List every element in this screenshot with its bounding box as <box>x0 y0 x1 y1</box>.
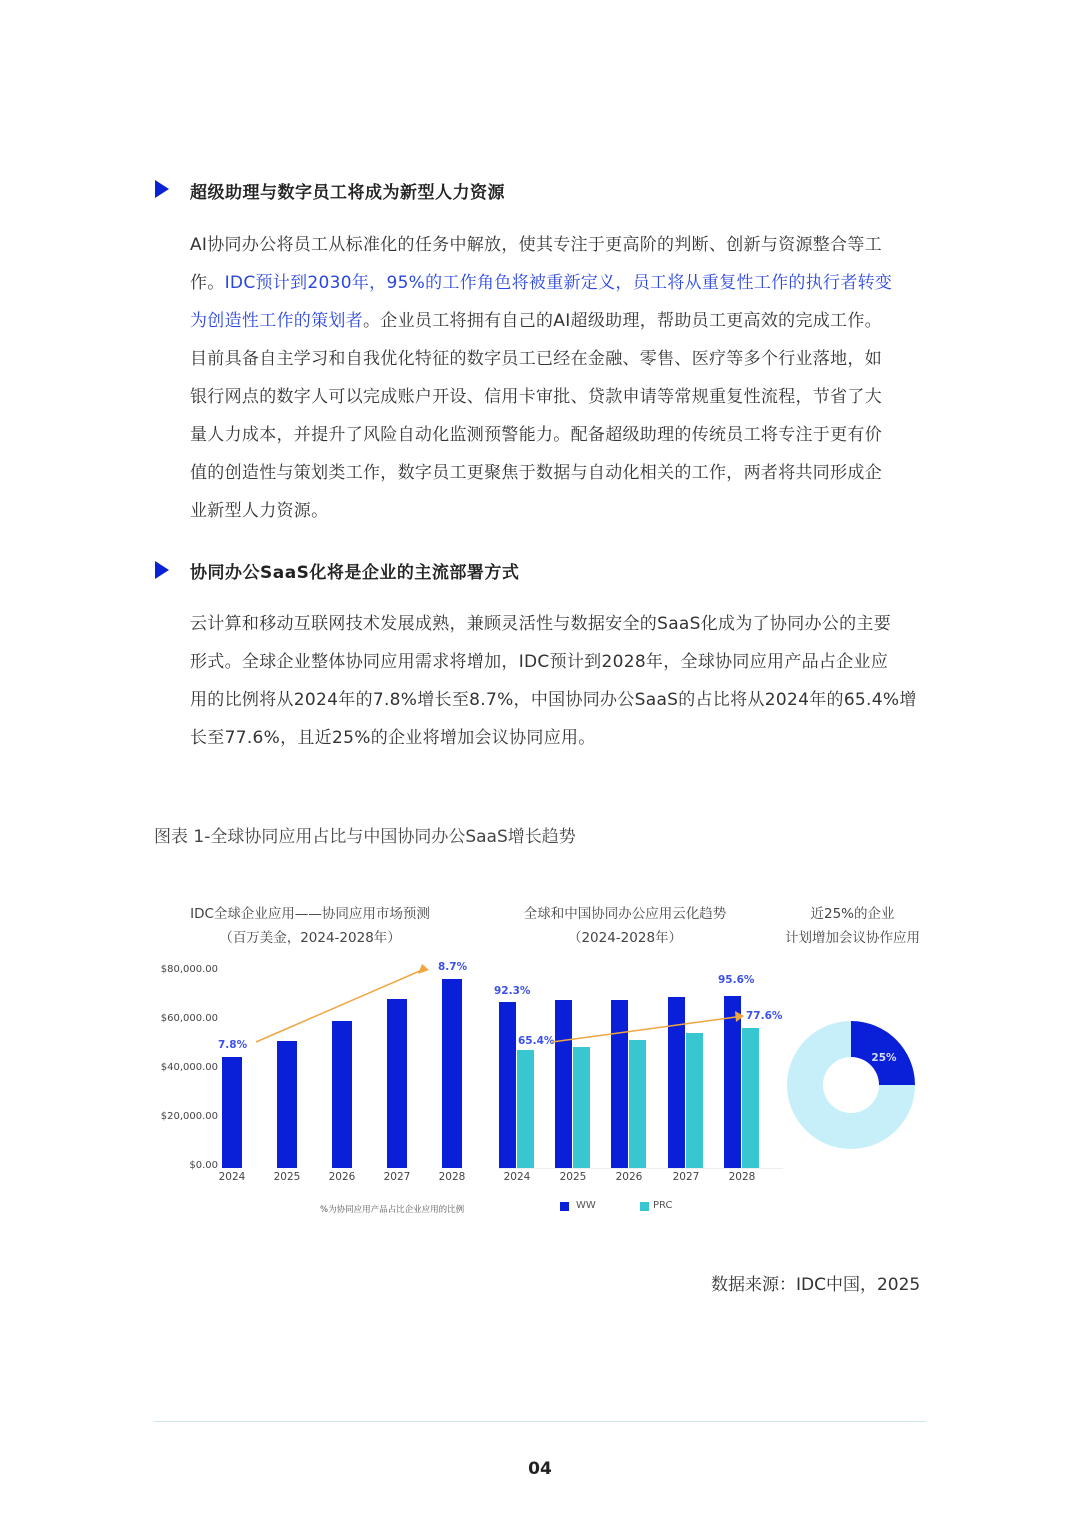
chart-subtitle: 计划增加会议协作应用 <box>785 930 920 946</box>
legend-swatch-ww <box>560 1202 569 1211</box>
section-heading-1: 超级助理与数字员工将成为新型人力资源 <box>190 183 505 203</box>
data-label: 77.6% <box>746 1010 783 1023</box>
x-axis-tick: 2025 <box>559 1171 587 1183</box>
body-text: 形式。全球企业整体协同应用需求将增加，IDC预计到2028年，全球协同应用产品占企业应 <box>190 652 889 672</box>
x-axis-tick: 2028 <box>438 1171 466 1183</box>
trend-arrow-icon <box>490 900 790 1220</box>
section-heading-2: 协同办公SaaS化将是企业的主流部署方式 <box>190 563 520 583</box>
chart-subtitle: （百万美金，2024-2028年） <box>219 930 401 946</box>
chart-title: 全球和中国协同办公应用云化趋势 <box>523 906 727 922</box>
chart-plot <box>490 900 790 1220</box>
y-axis-tick: $0.00 <box>189 1160 218 1171</box>
body-text: 值的创造性与策划类工作，数字员工更聚焦于数据与自动化相关的工作，两者将共同形成企 <box>190 463 882 483</box>
page-number: 04 <box>528 1459 552 1479</box>
highlighted-text: 为创造性工作的策划者 <box>190 311 363 331</box>
x-axis-tick: 2024 <box>503 1171 531 1183</box>
chart-title: IDC全球企业应用——协同应用市场预测 <box>190 906 430 922</box>
paragraph-line <box>190 302 926 340</box>
trend-arrow-icon <box>150 900 490 1220</box>
body-text: 云计算和移动互联网技术发展成熟，兼顾灵活性与数据安全的SaaS化成为了协同办公的主要 <box>190 614 892 634</box>
body-text: AI协同办公将员工从标准化的任务中解放，使其专注于更高阶的判断、创新与资源整合等工 <box>190 235 882 255</box>
footer-divider <box>154 1421 926 1422</box>
x-axis-tick: 2024 <box>218 1171 246 1183</box>
x-axis-tick: 2028 <box>728 1171 756 1183</box>
body-text: 作。 <box>190 273 225 293</box>
body-text: 银行网点的数字人可以完成账户开设、信用卡审批、贷款申请等常规重复性流程，节省了大 <box>190 387 882 407</box>
y-axis-tick: $40,000.00 <box>160 1062 218 1073</box>
highlighted-text: IDC预计到2030年，95%的工作角色将被重新定义，员工将从重复性工作的执行者转变 <box>224 273 893 293</box>
body-text: 长至77.6%，且近25%的企业将增加会议协同应用。 <box>190 728 596 748</box>
figure-caption: 图表 1-全球协同应用占比与中国协同办公SaaS增长趋势 <box>154 827 576 847</box>
paragraph-line <box>190 378 926 416</box>
body-text: 目前具备自主学习和自我优化特征的数字员工已经在金融、零售、医疗等多个行业落地，如 <box>190 349 882 369</box>
body-text: 用的比例将从2024年的7.8%增长至8.7%，中国协同办公SaaS的占比将从2024年的65.4%增 <box>190 690 917 710</box>
chart-meeting-donut <box>770 900 935 1160</box>
paragraph-line <box>190 226 926 264</box>
x-axis-tick: 2026 <box>615 1171 643 1183</box>
chart-subtitle: （2024-2028年） <box>567 930 683 946</box>
data-label: 8.7% <box>438 961 468 974</box>
chart-cloud-trend <box>490 900 790 1220</box>
y-axis-tick: $60,000.00 <box>160 1013 218 1024</box>
data-source: 数据来源：IDC中国，2025 <box>711 1275 921 1295</box>
x-axis-tick: 2027 <box>383 1171 411 1183</box>
paragraph-line <box>190 492 926 530</box>
chart-note: %为协同应用产品占比企业应用的比例 <box>320 1205 465 1215</box>
paragraph-line <box>190 719 926 757</box>
x-axis-tick: 2026 <box>328 1171 356 1183</box>
legend-swatch-prc <box>640 1202 649 1211</box>
data-label: 65.4% <box>518 1035 555 1048</box>
data-label: 95.6% <box>718 973 755 986</box>
paragraph-line <box>190 416 926 454</box>
legend-label-ww: WW <box>576 1200 596 1211</box>
section-paragraph-1 <box>190 226 926 530</box>
chart-title: 近25%的企业 <box>810 906 895 922</box>
paragraph-line <box>190 340 926 378</box>
body-text: 。企业员工将拥有自己的AI超级助理，帮助员工更高效的完成工作。 <box>363 311 882 331</box>
paragraph-line <box>190 681 926 719</box>
body-text: 业新型人力资源。 <box>190 501 329 521</box>
paragraph-line <box>190 454 926 492</box>
x-axis-tick: 2027 <box>672 1171 700 1183</box>
donut-label: 25% <box>871 1052 897 1064</box>
y-axis-tick: $20,000.00 <box>160 1111 218 1122</box>
donut-chart <box>770 900 935 1160</box>
chart-collab-market <box>150 900 490 1220</box>
section-bullet-icon <box>155 561 169 579</box>
data-label: 7.8% <box>218 1039 248 1051</box>
legend-label-prc: PRC <box>653 1200 673 1211</box>
y-axis-tick: $80,000.00 <box>160 964 218 975</box>
paragraph-line <box>190 264 926 302</box>
section-bullet-icon <box>155 180 169 198</box>
section-paragraph-2 <box>190 605 926 757</box>
body-text: 量人力成本，并提升了风险自动化监测预警能力。配备超级助理的传统员工将专注于更有价 <box>190 425 882 445</box>
x-axis-tick: 2025 <box>273 1171 301 1183</box>
data-label: 92.3% <box>494 984 531 997</box>
paragraph-line <box>190 643 926 681</box>
paragraph-line <box>190 605 926 643</box>
chart-plot <box>150 900 490 1220</box>
